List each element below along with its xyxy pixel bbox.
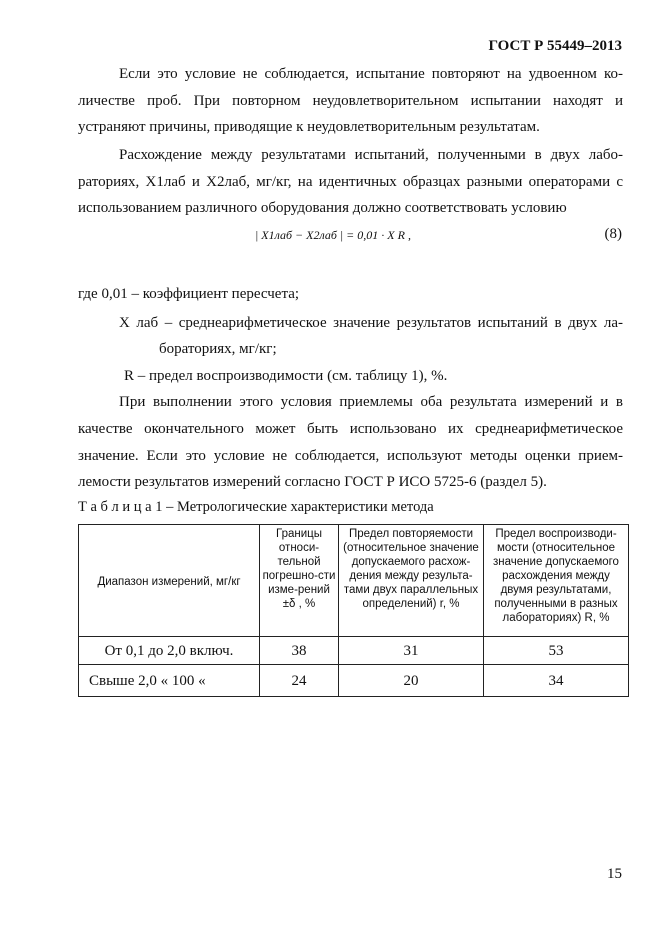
where-line: где 0,01 – коэффициент пересчета; — [78, 286, 300, 302]
table-cell: 34 — [484, 665, 629, 697]
paragraph-line: лемости результатов измерений согласно ГОСТ Р ИСО 5725-6 (раздел 5). — [78, 474, 547, 490]
paragraph-line: значение. Если это условие не соблюдается, используют методы оценки прием- — [78, 448, 623, 464]
table-row — [79, 665, 629, 697]
paragraph-line: личестве проб. При повторном неудовлетворительном испытании находят и — [78, 93, 623, 109]
paragraph-line: Расхождение между результатами испытаний, полученными в двух лабо- — [119, 147, 623, 163]
paragraph-line: использованием различного оборудования должно соответствовать условию — [78, 200, 567, 216]
table-header: Предел повторяемости (относительное значение допускаемого расхож-дения между результа-тами двух параллельных определений) r, % — [339, 525, 484, 637]
metrology-table — [78, 524, 629, 697]
table-header: Границы относи-тельной погрешно-сти изме-рений ±δ , % — [260, 525, 339, 637]
paragraph-line: качестве окончательного может быть использовано их среднеарифметическое — [78, 421, 623, 437]
paragraph-line: устраняют причины, приводящие к неудовлетворительным результатам. — [78, 119, 540, 135]
document-header: ГОСТ Р 55449–2013 — [488, 38, 622, 54]
table-cell: 24 — [260, 665, 339, 697]
table-cell: От 0,1 до 2,0 включ. — [79, 637, 260, 665]
where-line: X лаб – среднеарифметическое значение результатов испытаний в двух ла- — [119, 315, 623, 331]
table-cell: 38 — [260, 637, 339, 665]
paragraph-line: При выполнении этого условия приемлемы оба результата измерений и в — [119, 394, 623, 410]
table-header: Диапазон измерений, мг/кг — [79, 525, 260, 637]
equation-number: (8) — [604, 226, 622, 242]
equation: | X1лаб − X2лаб | = 0,01 · X R , — [255, 228, 411, 242]
table-cell: 20 — [339, 665, 484, 697]
table-row — [79, 637, 629, 665]
where-line: R – предел воспроизводимости (см. таблицу 1), %. — [124, 368, 448, 384]
table-cell: 31 — [339, 637, 484, 665]
table-header: Предел воспроизводи-мости (относительное значение допускаемого расхождения между двумя результатами, полученными в разных лабораториях) R, % — [484, 525, 629, 637]
table-caption: Т а б л и ц а 1 – Метрологические характеристики метода — [78, 499, 434, 515]
paragraph-line: раториях, X1лаб и X2лаб, мг/кг, на идентичных образцах разными операторами с — [78, 174, 623, 190]
table-cell: Свыше 2,0 « 100 « — [79, 665, 260, 697]
table-cell: 53 — [484, 637, 629, 665]
where-line: бораториях, мг/кг; — [159, 341, 277, 357]
paragraph-line: Если это условие не соблюдается, испытание повторяют на удвоенном ко- — [119, 66, 623, 82]
page-number: 15 — [607, 866, 622, 882]
